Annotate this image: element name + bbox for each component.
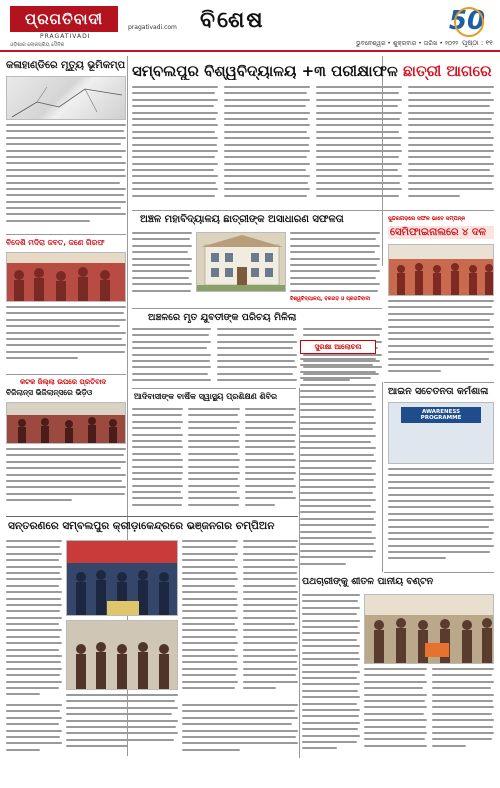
- divider: [6, 234, 126, 235]
- anniversary-number: 50: [448, 6, 486, 36]
- team-silhouette-icon: [389, 245, 494, 296]
- award-stage-icon: [67, 541, 178, 616]
- page-number: ପୃଷ୍ଠା : ୧୧: [462, 39, 493, 47]
- divider: [384, 382, 494, 383]
- masthead: [0, 0, 500, 52]
- main-headline[interactable]: ସମ୍ବଲପୁର ବିଶ୍ୱବିଦ୍ୟାଳୟ +୩ ପରୀକ୍ଷାଫଳ ଛାତ୍ରୀ ଆଗରେ: [132, 62, 492, 80]
- story-headline[interactable]: ସେମିଫାଇନାଲରେ ୪ ଦଳ: [388, 226, 494, 239]
- story-body: [302, 594, 360, 754]
- story-kicker: ସୁନ୍ଦରଗଡ଼ରେ ସଫଳ ଭାବେ ସମ୍ପନ୍ନ: [388, 216, 466, 222]
- divider: [132, 308, 382, 309]
- college-building-photo: [196, 232, 286, 292]
- story-headline[interactable]: ପଥଚାରୀଙ୍କୁ ଶୀତଳ ପାନୀୟ ବଣ୍ଟନ: [302, 576, 434, 587]
- story-headline[interactable]: ବିଦେଶି ମଦିରା ଜବତ, ଜଣେ ଗିରଫ: [6, 238, 105, 247]
- newspaper-logo[interactable]: ପ୍ରଗତିବାଦୀ: [10, 6, 118, 32]
- sports-team-photo: [388, 244, 494, 296]
- story-body: [300, 358, 376, 568]
- column-divider: [299, 388, 300, 758]
- anniversary-emblem: [444, 4, 490, 38]
- building-icon: [197, 233, 286, 292]
- swimmers-group-icon: [67, 621, 178, 690]
- event-banner: AWARENESS PROGRAMME: [401, 407, 481, 423]
- divider: [6, 516, 298, 517]
- divider: [132, 388, 296, 389]
- story-body: [388, 468, 494, 568]
- website-url[interactable]: pragativadi.com: [128, 24, 177, 31]
- story-body: [388, 300, 494, 378]
- story-headline-box[interactable]: ସୁରକ୍ଷା ଆଲୋଚନା: [300, 340, 376, 354]
- story-headline[interactable]: କଳାହାଣ୍ଡିରେ ମୃତ୍ୟୁ ଭୂମିକମ୍ପ: [6, 60, 126, 71]
- story-body: [6, 704, 62, 756]
- column-divider: [382, 382, 383, 572]
- date-line: ଭୁବନେଶ୍ୱର • ଶୁକ୍ରବାର • ତାରିଖ • ୨୦୨୨: [356, 40, 459, 47]
- story-body: [132, 232, 192, 302]
- divider: [6, 374, 126, 375]
- crowd-photo: [6, 252, 126, 302]
- story-headline[interactable]: ଆଦିବାସୀଙ୍କ ବାର୍ଷିକ ସ୍ୱାସ୍ଥ୍ୟ ପ୍ରଶିକ୍ଷଣ ଶିବିର: [134, 392, 278, 401]
- story-body: [132, 408, 296, 512]
- story-headline[interactable]: ଅଞ୍ଚଳ ମହାବିଦ୍ୟାଳୟ ଛାତ୍ରୀଙ୍କ ଅସାଧାରଣ ସଫଳତା: [140, 214, 344, 225]
- divider: [132, 210, 494, 211]
- drink-distribution-photo: [364, 594, 494, 664]
- logo-subtitle: PRAGATIVADI: [40, 33, 91, 40]
- anniversary-ring-icon: [454, 7, 484, 37]
- crowd-silhouette-icon: [365, 595, 494, 664]
- story-body: [6, 540, 62, 700]
- story-body: [6, 124, 126, 232]
- swimmers-photo: [66, 620, 178, 690]
- crack-lines-icon: [7, 77, 126, 120]
- section-title: ବିଶେଷ: [200, 8, 265, 33]
- story-headline[interactable]: ବିଜିଲାନ୍ସ ଭିଜିଲାନ୍ସରେ ଭିଡ଼ିଓ: [6, 388, 93, 397]
- story-body: [182, 704, 298, 756]
- divider: [384, 572, 494, 573]
- story-headline[interactable]: ଆଇନ ସଚେତନତା କର୍ମଶାଳା: [388, 386, 489, 397]
- story-body: [364, 668, 494, 754]
- protest-photo: [6, 402, 126, 444]
- story-body: [182, 540, 298, 700]
- story-body: [6, 448, 126, 510]
- story-headline[interactable]: ସନ୍ତରଣରେ ସମ୍ବଲପୁର କ୍ରୀଡ଼ାକେନ୍ଦ୍ରରେ ଭଞ୍ଜନଗର ଚମ୍ପିଅନ: [8, 520, 275, 532]
- story-body: [290, 232, 380, 302]
- story-headline[interactable]: ଅଞ୍ଚଳରେ ମୃତ ଯୁବତୀଙ୍କ ପରିଚୟ ମିଳିଲା: [148, 312, 297, 323]
- protest-silhouette-icon: [7, 403, 126, 444]
- awareness-event-photo: [388, 402, 494, 464]
- sports-award-photo: [66, 540, 178, 616]
- story-kicker: କଟକ ଜିଲ୍ଲା ଉପରେ ପ୍ରତିବାଦ: [20, 378, 107, 386]
- photo-caption: ବିଶ୍ୱବିଦ୍ୟାଳୟ, ବରଗଡ଼ ଓ ପ୍ରଗତିବାଦୀ: [290, 296, 371, 302]
- earthquake-photo: [6, 76, 126, 120]
- story-body: [66, 694, 178, 754]
- crowd-silhouette-icon: [7, 253, 126, 302]
- main-story-body: [132, 86, 494, 206]
- logo-tagline: ଓଡ଼ିଶାର ଲୋକପ୍ରିୟ ଦୈନିକ: [10, 42, 65, 48]
- story-body: [6, 306, 126, 370]
